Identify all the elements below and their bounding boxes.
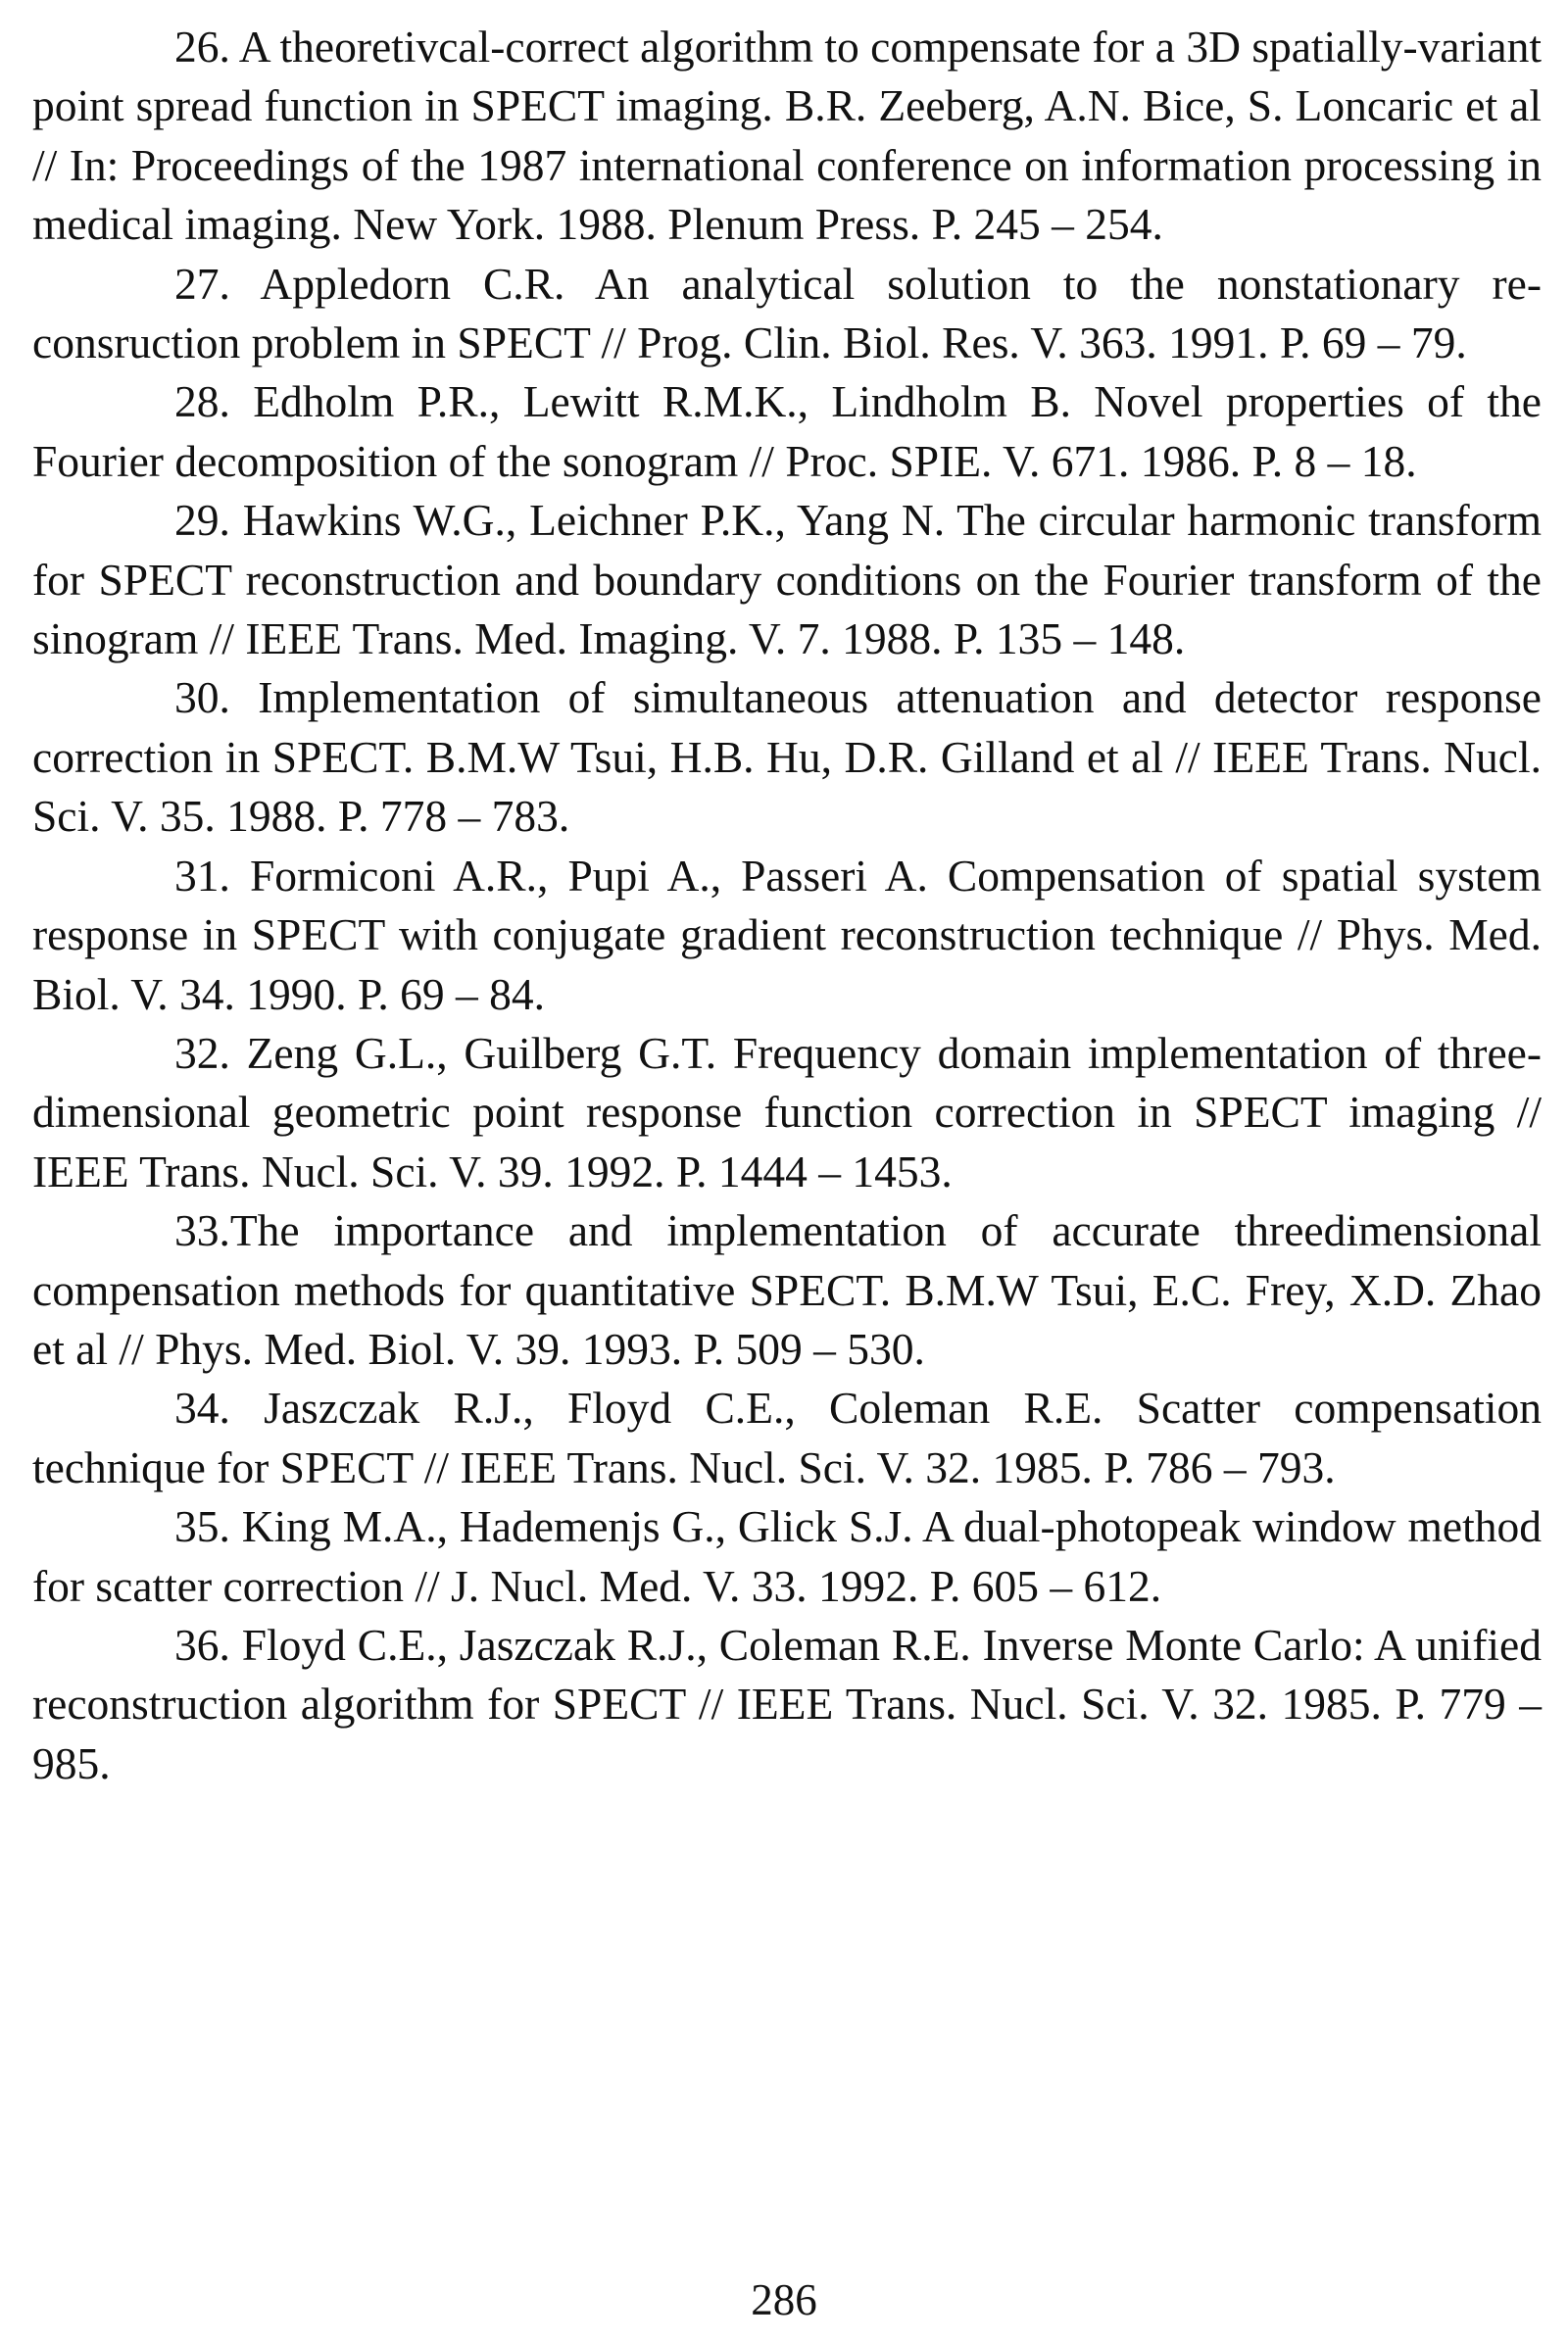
reference-item [32, 372, 1542, 491]
page-number: 286 [751, 2275, 817, 2324]
reference-number: 27. [174, 258, 230, 309]
reference-text: Edholm P.R., Lewitt R.M.K., Lindholm B. Novel properties of the Fourier decomposition of the sonogram // Proc. SPIE. V. 671. 1986. P. 8 – 18. [32, 376, 1542, 486]
reference-text: The importance and implementation of accurate threedimensional compensation methods for quantitative SPECT. B.M.W Tsui, E.C. Frey, X.D. Zhao et al // Phys. Med. Biol. V. 39. 1993. P. 509 – 530. [32, 1205, 1542, 1374]
reference-item [32, 491, 1542, 668]
reference-text: Floyd C.E., Jaszczak R.J., Coleman R.E. Inverse Monte Carlo: A unified reconstruction algorithm for SPECT // IEEE Trans. Nucl. Sci. V. 32. 1985. P. 779 – 985. [32, 1619, 1542, 1788]
reference-item [32, 1497, 1542, 1616]
reference-item [32, 1616, 1542, 1793]
reference-list [32, 18, 1542, 1793]
reference-number: 35. [174, 1501, 230, 1552]
reference-item [32, 1024, 1542, 1201]
reference-number: 30. [174, 672, 230, 723]
reference-number: 33. [174, 1205, 230, 1256]
reference-item [32, 668, 1542, 846]
reference-text: Hawkins W.G., Leichner P.K., Yang N. The circular harmonic transform for SPECT reconstruction and boundary conditions on the Fourier transform of the sinogram // IEEE Trans. Med. Imaging. V. 7. 1988. P. 135 – 148. [32, 495, 1542, 664]
reference-number: 36. [174, 1619, 230, 1670]
reference-number: 28. [174, 376, 230, 427]
reference-number: 34. [174, 1383, 230, 1434]
reference-item [32, 847, 1542, 1024]
reference-text: Formiconi A.R., Pupi A., Passeri A. Compensation of spatial system response in SPECT with conjugate gradient reconstruction technique // Phys. Med. Biol. V. 34. 1990. P. 69 – 84. [32, 850, 1542, 1019]
reference-number: 31. [174, 850, 230, 901]
reference-text: Jaszczak R.J., Floyd C.E., Coleman R.E. Scatter compensation technique for SPECT // IEEE Trans. Nucl. Sci. V. 32. 1985. P. 786 – 793. [32, 1383, 1542, 1492]
reference-item [32, 1201, 1542, 1379]
reference-number: 32. [174, 1027, 230, 1078]
reference-item [32, 18, 1542, 255]
reference-item [32, 255, 1542, 373]
reference-text: Implementation of simultaneous attenuation and detector response correction in SPECT. B.M.W Tsui, H.B. Hu, D.R. Gilland et al // IEEE Trans. Nucl. Sci. V. 35. 1988. P. 778 – 783. [32, 672, 1543, 842]
reference-number: 29. [174, 495, 230, 546]
reference-text: A theoretivcal-correct algorithm to compensate for a 3D spatially-variant point spread function in SPECT imaging. B.R. Zeeberg, A.N. Bice, S. Loncaric et al // In: Proceedings of the 1987 international conference on information processing in medical imaging. New York. 1988. Plenum Press. P. 245 – 254. [32, 22, 1542, 250]
reference-text: King M.A., Hademenjs G., Glick S.J. A dual-photopeak window method for scatter correction // J. Nucl. Med. V. 33. 1992. P. 605 – 612. [32, 1501, 1542, 1611]
reference-text: Zeng G.L., Guilberg G.T. Frequency domain implementation of three- dimensional geometric point response function correction in SPECT imaging // IEEE Trans. Nucl. Sci. V. 39. 1992. P. 1444 – 1453. [32, 1027, 1542, 1196]
reference-text: Appledorn C.R. An analytical solution to the nonstationary reconsruction problem in SPECT // Prog. Clin. Biol. Res. V. 363. 1991. P. 69 – 79. [32, 258, 1542, 368]
reference-item [32, 1379, 1542, 1497]
reference-number: 26. [174, 22, 230, 72]
